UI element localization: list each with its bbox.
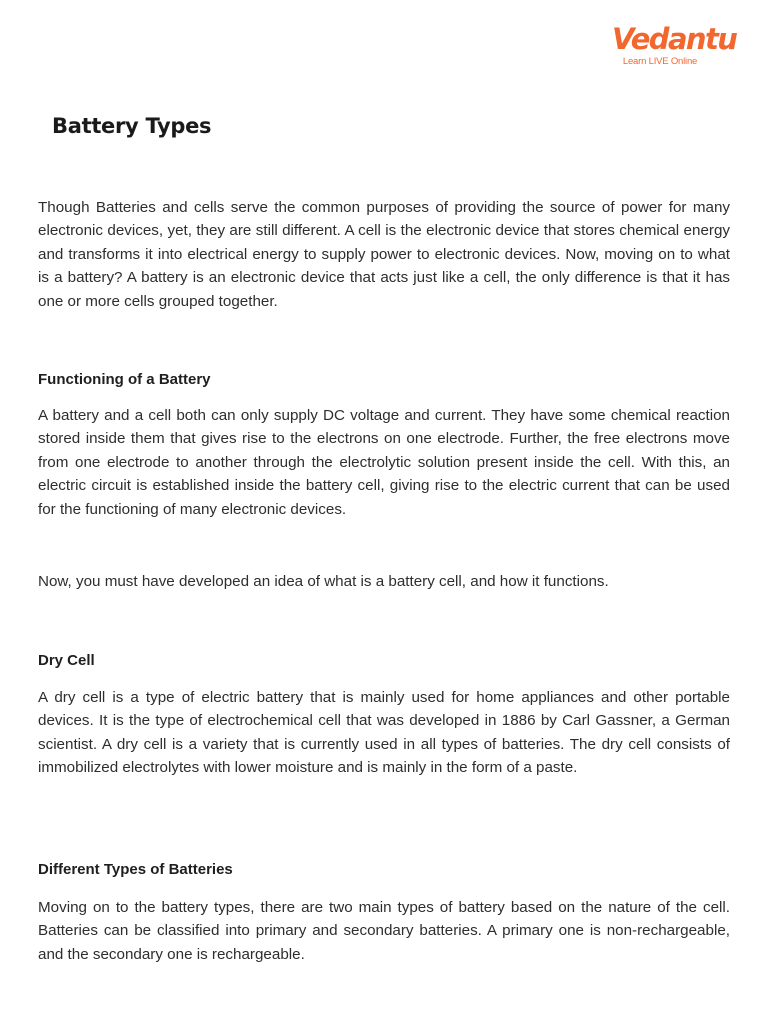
dry-cell-paragraph: A dry cell is a type of electric battery that is mainly used for home appliances and other portable devices. It is the type of electrochemical cell that was developed in 1886 by Carl Gassner, a German scientist. A dry cell is a variety that is currently used in all types of batteries. The dry cell consists of immobilized electrolytes with lower moisture and is mainly in the form of a paste. [38,689,730,777]
battery-types-paragraph: Moving on to the battery types, there are two main types of battery based on the nature of the cell. Batteries can be classified into primary and secondary batteries. A primary one is non-rechargeable, and the secondary one is rechargeable. [38,899,730,963]
dry-cell-heading: Dry Cell [38,652,95,669]
intro-paragraph: Though Batteries and cells serve the common purposes of providing the source of power for many electronic devices, yet, they are still different. A cell is the electronic device that stores chemical energy and transforms it into electrical energy to supply power to electronic devices. Now, moving on to what is a battery? A battery is an electronic device that acts just like a cell, the only difference is that it has one or more cells grouped together. [38,199,730,310]
battery-types-heading: Different Types of Batteries [38,861,233,878]
page-title: Battery Types [52,114,212,138]
logo-tagline: Learn LIVE Online [622,56,698,67]
logo-wordmark: Vedantu [612,22,737,56]
functioning-paragraph: A battery and a cell both can only supply DC voltage and current. They have some chemical reaction stored inside them that gives rise to the electrons on one electrode. Further, the free electrons move from one electrode to another through the electrolytic solution present inside the cell. With this, an electric circuit is established inside the battery cell, giving rise to the electric current that can be used for the functioning of many electronic devices. [38,407,730,518]
vedantu-logo [612,22,737,67]
functioning-heading: Functioning of a Battery [38,371,211,388]
functioning-note: Now, you must have developed an idea of what is a battery cell, and how it functions. [38,573,609,590]
